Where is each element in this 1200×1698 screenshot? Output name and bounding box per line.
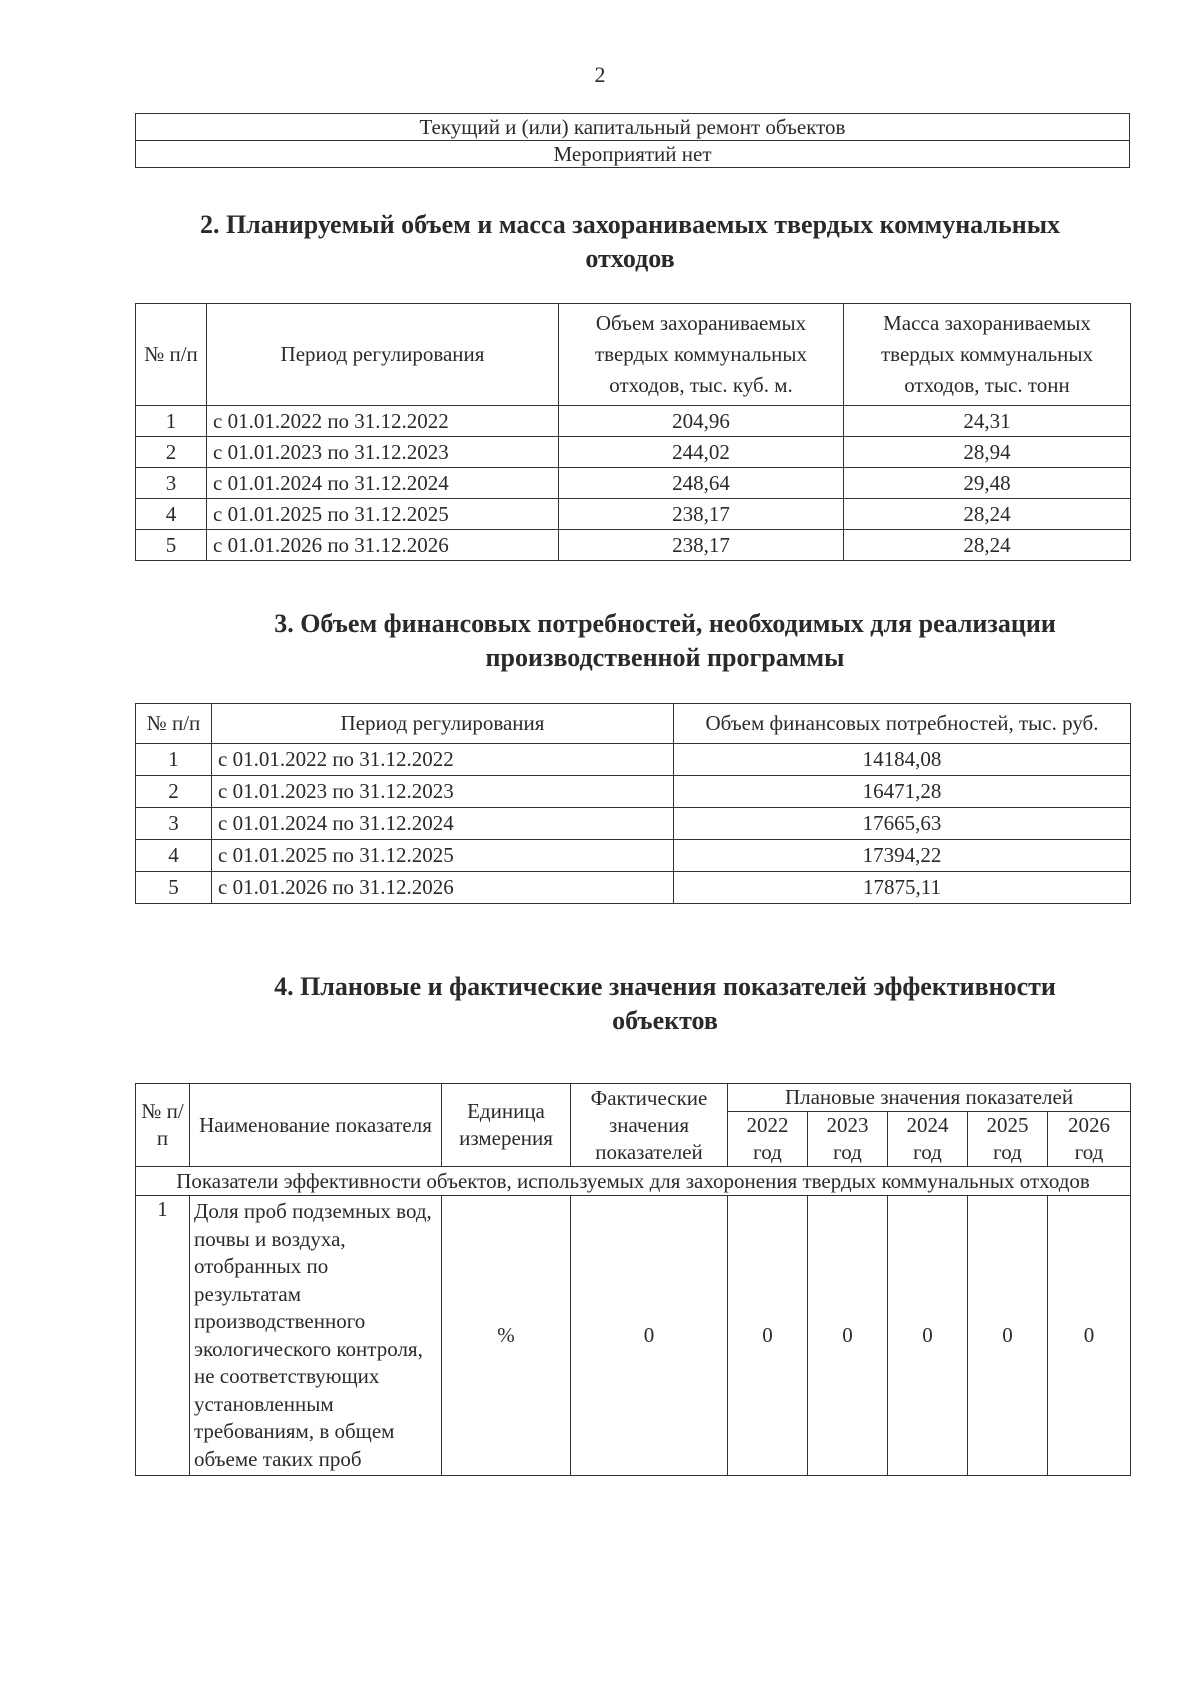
row-amount: 17394,22 — [674, 840, 1131, 872]
col-unit-header: Единица измерения — [442, 1084, 571, 1167]
table-row — [136, 499, 1131, 530]
row-unit: % — [442, 1196, 571, 1476]
volume-table — [135, 303, 1131, 561]
table-row — [136, 437, 1131, 468]
col-period-header: Период регулирования — [207, 304, 559, 406]
row-period: с 01.01.2025 по 31.12.2025 — [212, 840, 674, 872]
section2-title-line1: 2. Планируемый объем и масса захораниваемых твердых коммунальных — [199, 210, 1061, 239]
table-row — [136, 530, 1131, 561]
table-header-row — [136, 1084, 1131, 1112]
row-mass: 29,48 — [844, 468, 1131, 499]
col-mass-header: Масса захораниваемых твердых коммунальных отходов, тыс. тонн — [844, 304, 1131, 406]
col-volume-header: Объем захораниваемых твердых коммунальных отходов, тыс. куб. м. — [559, 304, 844, 406]
row-amount: 17665,63 — [674, 808, 1131, 840]
row-volume: 248,64 — [559, 468, 844, 499]
repair-table — [135, 113, 1130, 168]
row-amount: 17875,11 — [674, 872, 1131, 904]
row-volume: 238,17 — [559, 499, 844, 530]
section3-title-line1: 3. Объем финансовых потребностей, необходимых для реализации — [274, 609, 1056, 638]
row-amount: 14184,08 — [674, 744, 1131, 776]
table-row — [136, 114, 1130, 141]
col-planned-header: Плановые значения показателей — [728, 1084, 1131, 1112]
col-year-header: 2024 год — [888, 1112, 968, 1167]
row-plan-2026: 0 — [1048, 1196, 1131, 1476]
row-plan-2025: 0 — [968, 1196, 1048, 1476]
row-num: 3 — [136, 468, 207, 499]
table-row — [136, 1196, 1131, 1476]
row-num: 2 — [136, 437, 207, 468]
table-row — [136, 468, 1131, 499]
row-mass: 28,24 — [844, 530, 1131, 561]
row-indicator-name: Доля проб подземных вод, почвы и воздуха, отобранных по результатам производственного экологического контроля, не соответствующих установленным требованиям, в общем объеме таких проб — [190, 1196, 442, 1476]
row-num: 4 — [136, 499, 207, 530]
table-row — [136, 141, 1130, 168]
row-period: с 01.01.2022 по 31.12.2022 — [207, 406, 559, 437]
section4-title — [200, 970, 1130, 1038]
col-year-header: 2026 год — [1048, 1112, 1131, 1167]
repair-header: Текущий и (или) капитальный ремонт объектов — [136, 114, 1130, 141]
table-row — [136, 840, 1131, 872]
row-actual: 0 — [571, 1196, 728, 1476]
row-period: с 01.01.2024 по 31.12.2024 — [212, 808, 674, 840]
table-row — [136, 406, 1131, 437]
row-volume: 238,17 — [559, 530, 844, 561]
row-mass: 28,94 — [844, 437, 1131, 468]
table-row — [136, 744, 1131, 776]
col-num-header: № п/п — [136, 304, 207, 406]
row-num: 5 — [136, 530, 207, 561]
row-plan-2022: 0 — [728, 1196, 808, 1476]
row-volume: 244,02 — [559, 437, 844, 468]
row-amount: 16471,28 — [674, 776, 1131, 808]
row-num: 1 — [136, 1196, 190, 1476]
page-number: 2 — [594, 62, 606, 87]
section2-title — [130, 208, 1130, 276]
row-period: с 01.01.2026 по 31.12.2026 — [207, 530, 559, 561]
row-num: 4 — [136, 840, 212, 872]
row-plan-2024: 0 — [888, 1196, 968, 1476]
row-period: с 01.01.2022 по 31.12.2022 — [212, 744, 674, 776]
col-name-header: Наименование показателя — [190, 1084, 442, 1167]
row-num: 2 — [136, 776, 212, 808]
col-amount-header: Объем финансовых потребностей, тыс. руб. — [674, 704, 1131, 744]
table-row — [136, 808, 1131, 840]
row-period: с 01.01.2023 по 31.12.2023 — [212, 776, 674, 808]
row-num: 1 — [136, 744, 212, 776]
group-title: Показатели эффективности объектов, используемых для захоронения твердых коммунальных отходов — [136, 1167, 1131, 1196]
row-period: с 01.01.2024 по 31.12.2024 — [207, 468, 559, 499]
repair-value: Мероприятий нет — [136, 141, 1130, 168]
finance-table — [135, 703, 1131, 904]
table-row — [136, 872, 1131, 904]
group-title-row — [136, 1167, 1131, 1196]
section4-title-line2: объектов — [612, 1006, 718, 1035]
row-num: 1 — [136, 406, 207, 437]
col-actual-header: Фактические значения показателей — [571, 1084, 728, 1167]
col-period-header: Период регулирования — [212, 704, 674, 744]
row-volume: 204,96 — [559, 406, 844, 437]
row-mass: 24,31 — [844, 406, 1131, 437]
section3-title — [200, 607, 1130, 675]
section4-title-line1: 4. Плановые и фактические значения показателей эффективности — [274, 972, 1056, 1001]
row-period: с 01.01.2026 по 31.12.2026 — [212, 872, 674, 904]
col-year-header: 2025 год — [968, 1112, 1048, 1167]
indicators-table — [135, 1083, 1131, 1476]
table-header-row — [136, 704, 1131, 744]
table-row — [136, 776, 1131, 808]
table-header-row — [136, 304, 1131, 406]
section2-title-line2: отходов — [585, 244, 675, 273]
section3-title-line2: производственной программы — [485, 643, 845, 672]
row-num: 5 — [136, 872, 212, 904]
row-num: 3 — [136, 808, 212, 840]
row-period: с 01.01.2023 по 31.12.2023 — [207, 437, 559, 468]
col-year-header: 2022 год — [728, 1112, 808, 1167]
col-num-header: № п/п — [136, 1084, 190, 1167]
row-plan-2023: 0 — [808, 1196, 888, 1476]
col-year-header: 2023 год — [808, 1112, 888, 1167]
row-period: с 01.01.2025 по 31.12.2025 — [207, 499, 559, 530]
row-mass: 28,24 — [844, 499, 1131, 530]
col-num-header: № п/п — [136, 704, 212, 744]
